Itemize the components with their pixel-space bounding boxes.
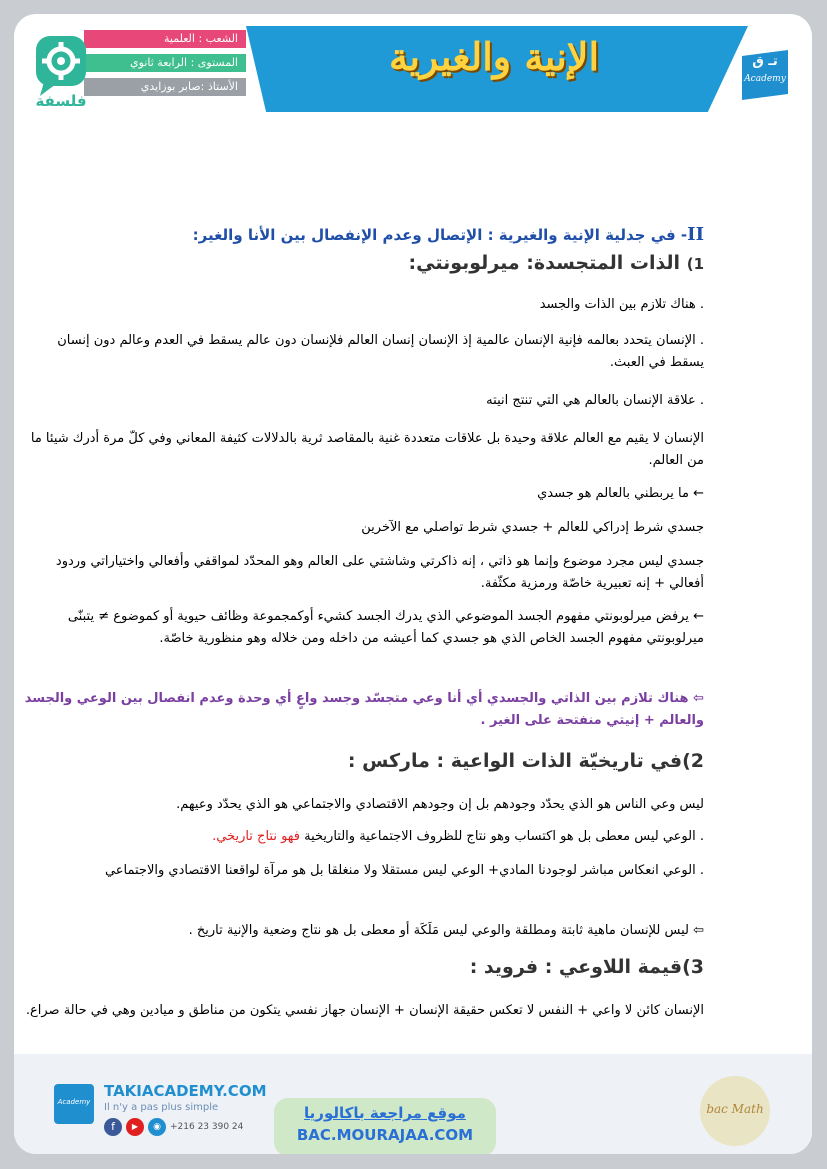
header — [14, 14, 812, 124]
bacmath-logo — [700, 1076, 770, 1146]
academy-logo — [738, 48, 792, 102]
footer-slogan: Il n'y a pas plus simple — [104, 1102, 219, 1113]
footer-academy-logo — [54, 1084, 94, 1124]
part1-p8: ← يرفض ميرلوبونتي مفهوم الجسد الموضوعي الذي يدرك الجسد كشيء أوكمجموعة وظائف حيوية أو كموضوع ≠ يتبنّى ميرلوبونتي مفهوم الجسد الخاص الذي هو جسدي كما أعيشه من داخله ومن خلاله وهو منظورية خاصّة. — [67, 609, 704, 646]
part1-p2: . الإنسان يتحدد بعالمه فإنية الإنسان عالمية إذ الإنسان إنسان العالم فلإنسان دون عالم يسقط في العدم وعالم دون إنسان يسقط في العبث. — [57, 333, 704, 370]
part2-p3: . الوعي انعكاس مباشر لوجودنا المادي+ الوعي ليس مستقلا ولا منغلقا بل هو مرآة لواقعنا الاقتصادي والاجتماعي — [104, 863, 704, 878]
promo-line2: BAC.MOURAJAA.COM — [296, 1126, 474, 1144]
part1-p5: ← ما يربطني بالعالم هو جسدي — [537, 486, 704, 501]
part2-p2-text: . الوعي ليس معطى بل هو اكتساب وهو نتاج للظروف الاجتماعية والتاريخية — [300, 829, 704, 844]
part1-heading — [144, 252, 704, 274]
section-number: II — [687, 224, 704, 245]
academy-logo-text: Academy — [744, 74, 786, 84]
promo-line1: موقع مراجعة باكالوريا — [304, 1104, 466, 1122]
promo-box[interactable] — [274, 1098, 496, 1154]
part3-number: 3) — [682, 956, 704, 978]
part2-heading — [104, 750, 704, 772]
part2-p1: ليس وعي الناس هو الذي يحدّد وجودهم بل إن وجودهم الاقتصادي والاجتماعي هو الذي يحدّد وعيهم. — [176, 797, 704, 812]
youtube-icon[interactable]: ▶ — [126, 1118, 144, 1136]
level-label: المستوى : الرابعة ثانوي — [84, 54, 246, 72]
part2-title: في تاريخيّة الذات الواعية : ماركس : — [347, 750, 683, 772]
section-title: - في جدلية الإنية والغيرية : الإتصال وعدم الإنفصال بين الأنا والغير: — [192, 226, 688, 244]
part1-number: 1) — [686, 255, 704, 273]
social-icon[interactable]: ◉ — [148, 1118, 166, 1136]
facebook-icon[interactable]: f — [104, 1118, 122, 1136]
footer-phone: +216 23 390 24 — [170, 1122, 244, 1132]
part1-p7: جسدي ليس مجرد موضوع وإنما هو ذاتي ، إنه ذاكرتي وشاشتي على العالم وهو المحدّد لمواقفي وأفعالي واختياراتي وردود أفعالي + إنه تعبيرية خاصّة ورمزية مكثّفة. — [55, 554, 704, 591]
teacher-label: الأستاذ :صابر بوزايدي — [84, 78, 246, 96]
footer — [14, 1054, 812, 1154]
section-heading — [144, 224, 704, 245]
part2-conclusion: ⇦ ليس للإنسان ماهية ثابتة ومطلقة والوعي ليس مَلَكَة أو معطى بل هو نتاج وضعية والإنية تاريخ . — [188, 923, 704, 938]
part2-p2 — [24, 826, 704, 848]
bacmath-text: bac Math — [706, 1102, 764, 1116]
part3-heading — [104, 956, 704, 978]
philosophy-logo — [30, 34, 92, 114]
footer-academy-logo-text: Academy — [57, 1098, 91, 1106]
document-sheet — [14, 14, 812, 1154]
part1-p4: الإنسان لا يقيم مع العالم علاقة وحيدة بل علاقات متعددة غنية بالمقاصد ثرية بالدلالات كثيفة المعاني وفي كلّ مرة أدرك شيئا ما من العالم. — [30, 431, 704, 468]
part1-p3: . علاقة الإنسان بالعالم هي التي تنتج انيته — [486, 393, 704, 408]
part1-p6: جسدي شرط إدراكي للعالم + جسدي شرط تواصلي مع الآخرين — [361, 520, 704, 535]
academy-logo-letters: تـ ق — [752, 54, 778, 69]
footer-site[interactable]: TAKIACADEMY.COM — [104, 1082, 267, 1100]
page-title: الإنية والغيرية — [388, 34, 600, 79]
part1-title: الذات المتجسدة: ميرلوبونتي: — [408, 252, 681, 274]
part2-number: 2) — [682, 750, 704, 772]
subject-logo-text: فلسفة — [35, 92, 87, 110]
branch-label: الشعب : العلمية — [84, 30, 246, 48]
part3-title: قيمة اللاوعي : فرويد : — [469, 956, 683, 978]
part2-p2-highlight: فهو نتاج تاريخي. — [212, 829, 301, 844]
part1-conclusion: ⇦ هناك تلازم بين الذاتي والجسدي أي أنا وعي متجسّد وجسد واعٍ أي وحدة وعدم انفصال بين الوعي والجسد والعالم + إنيتي منفتحة على الغير . — [24, 691, 704, 728]
part3-p1: الإنسان كائن لا واعي + النفس لا تعكس حقيقة الإنسان + الإنسان جهاز نفسي يتكون من مناطق و ميادين وهي في حالة صراع. — [25, 1003, 704, 1018]
part1-p1: . هناك تلازم بين الذات والجسد — [539, 297, 704, 312]
